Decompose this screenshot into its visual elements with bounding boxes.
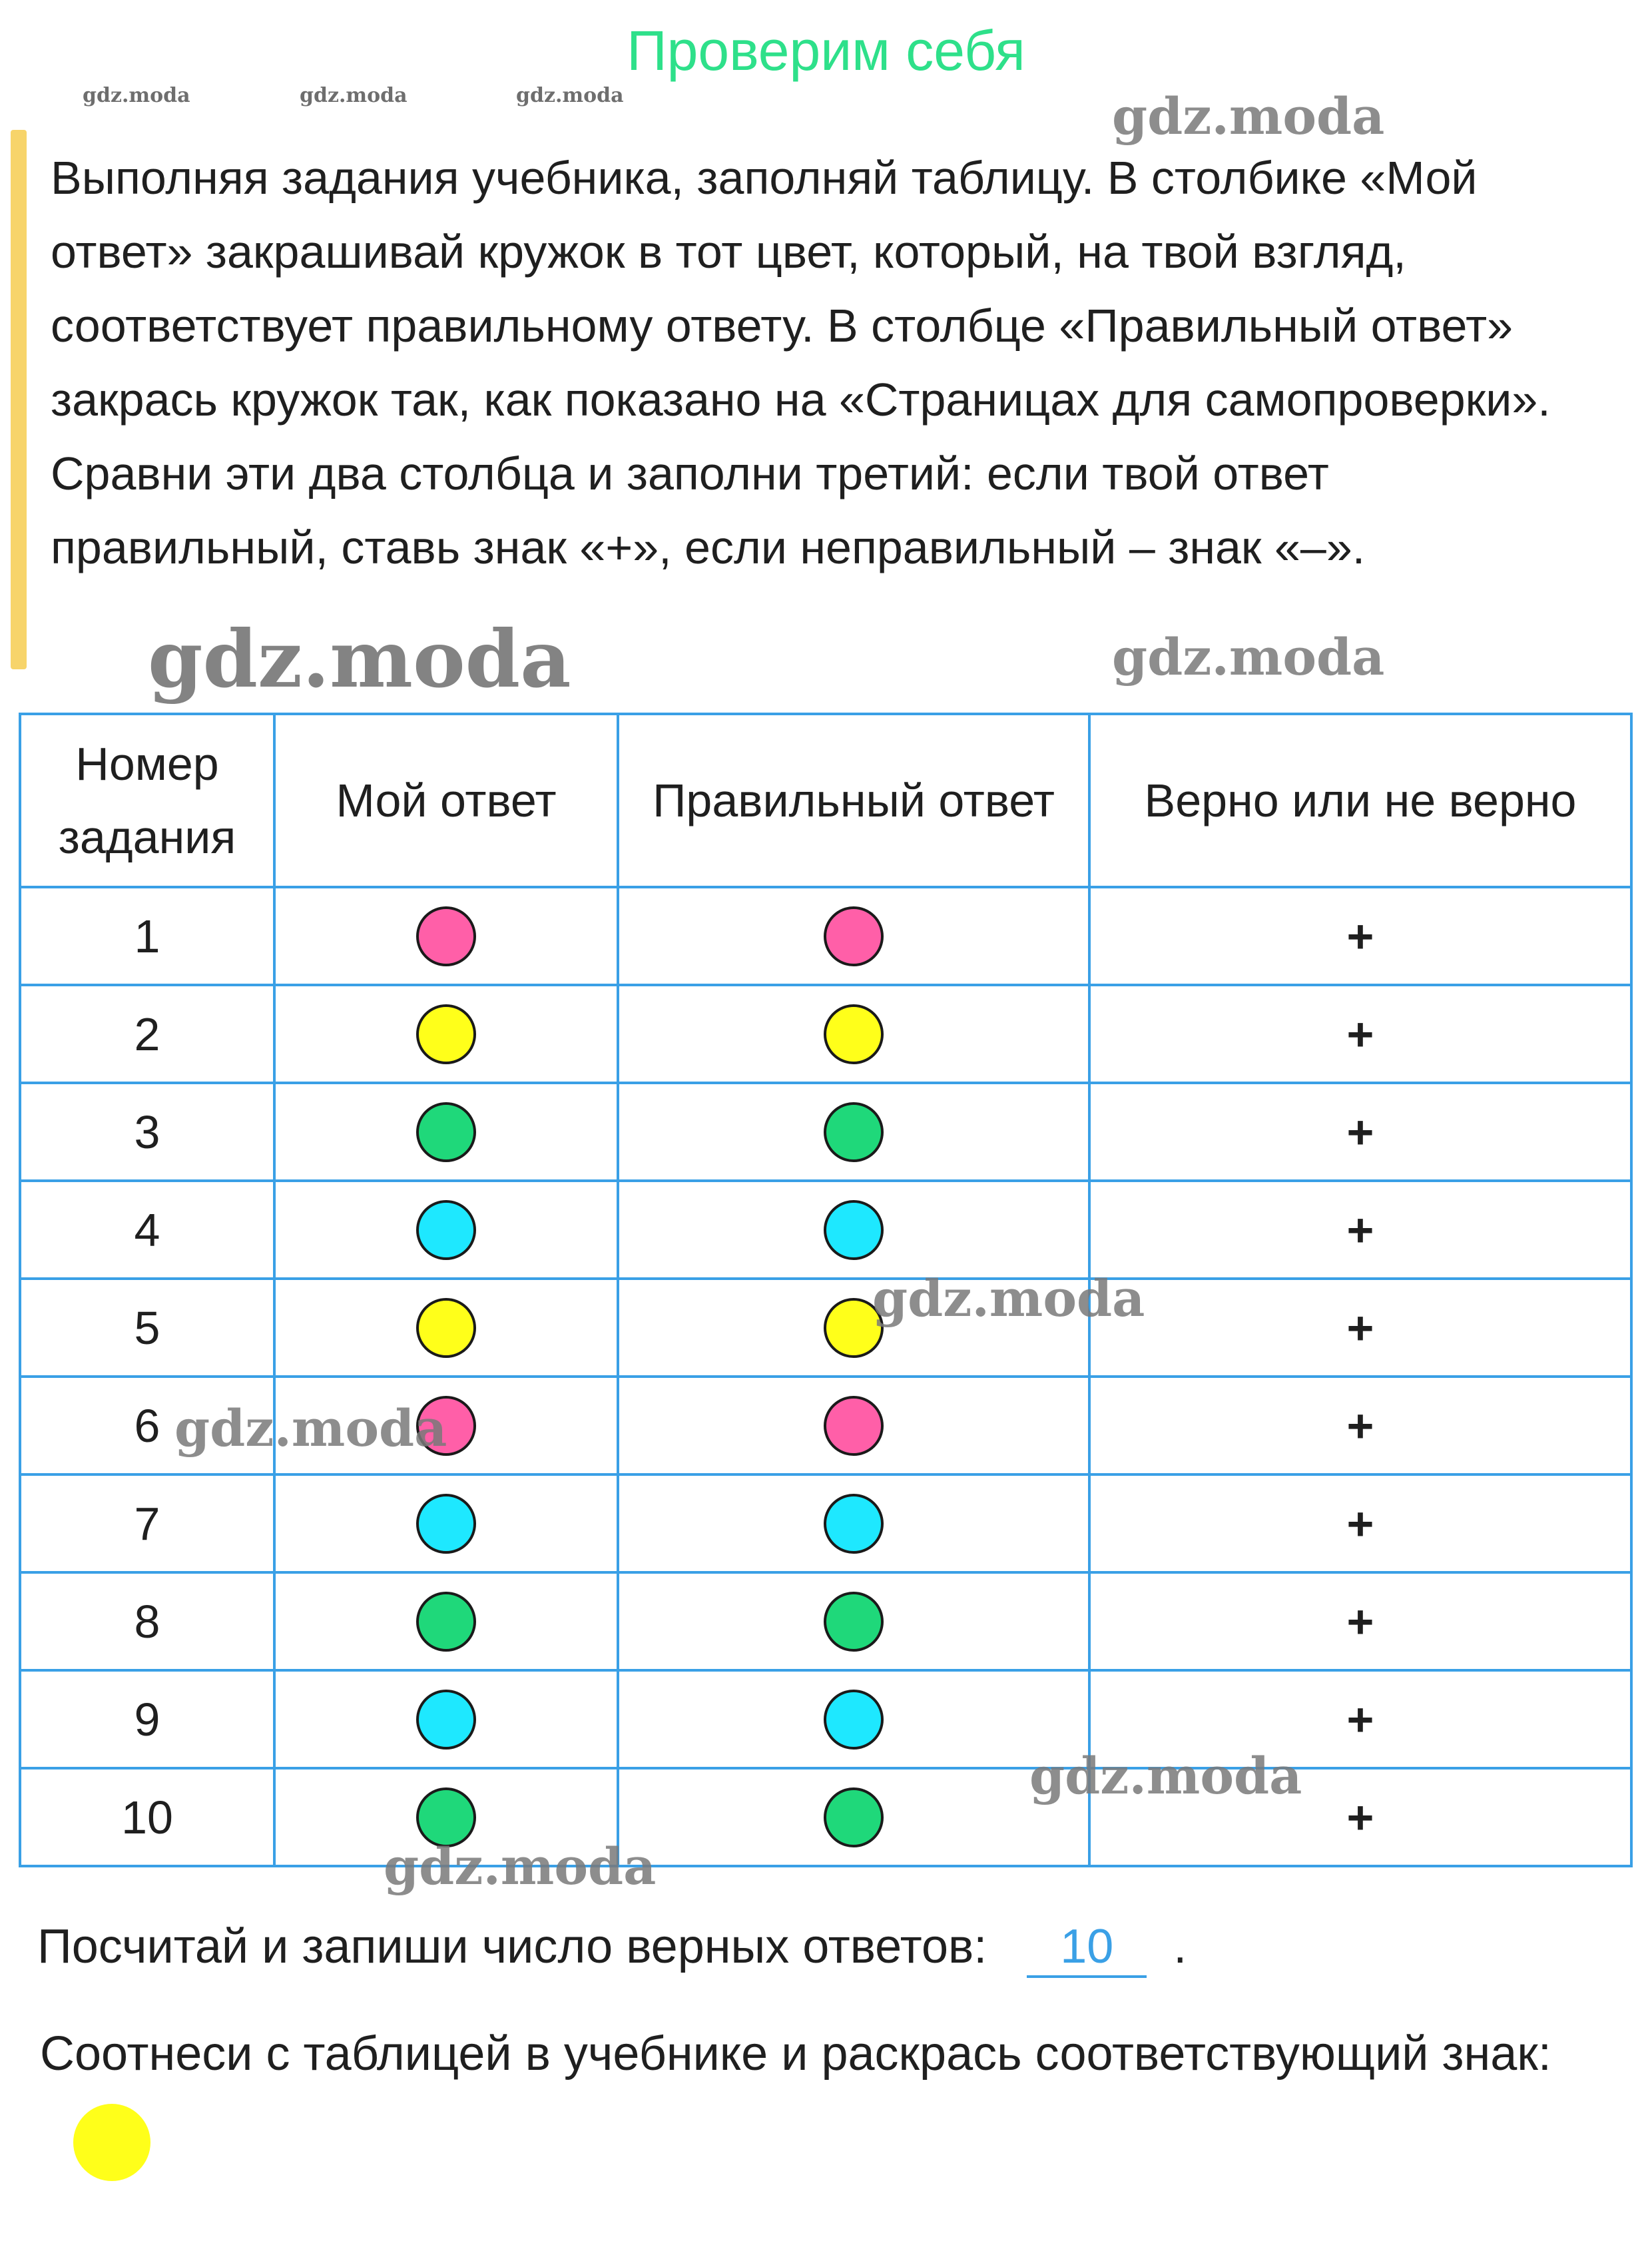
task-number: 8 [20,1572,274,1670]
verdict-mark: + [1346,1693,1374,1746]
my-answer-circle[interactable] [416,1592,476,1652]
watermark: gdz.moda [148,613,571,705]
my-answer-circle[interactable] [416,1200,476,1260]
correct-answer-circle[interactable] [824,1494,884,1554]
verdict-mark: + [1346,1008,1374,1060]
correct-answer-circle[interactable] [824,1396,884,1456]
correct-answer-cell [618,1181,1089,1279]
correct-answer-circle[interactable] [824,1200,884,1260]
watermark: gdz.moda [872,1269,1145,1328]
watermark: gdz.moda [516,84,624,107]
instructions-text: Выполняя задания учебника, заполняй таблицу. В столбике «Мой ответ» закрашивай кружок в тот цвет, который, на твой взгляд, соответствует правильному ответу. В столбце «Правильный ответ» закрась кружок так, как показано на «Страницах для самопроверки». Сравни эти два столбца и заполни третий: если твой ответ правильный, ставь знак «+», если неправильный – знак «–». [51,152,1551,573]
my-answer-cell [274,887,618,985]
header-correct-answer: Правильный ответ [618,714,1089,887]
correct-answer-cell [618,1768,1089,1866]
my-answer-circle[interactable] [416,1690,476,1750]
task-number: 7 [20,1474,274,1572]
self-check-table [19,713,1633,1867]
correct-answer-circle[interactable] [824,1787,884,1847]
table-row [20,887,1631,985]
correct-answer-circle[interactable] [824,1690,884,1750]
verdict-mark: + [1346,1301,1374,1354]
my-answer-cell [274,1572,618,1670]
task-number: 6 [20,1377,274,1474]
task-number: 3 [20,1083,274,1181]
correct-answer-cell [618,1377,1089,1474]
table-row [20,1572,1631,1670]
header-right-or-wrong: Верно или не верно [1089,714,1631,887]
task-number: 9 [20,1670,274,1768]
result-sign-circle[interactable] [73,2104,150,2181]
verdict-mark: + [1346,1791,1374,1843]
table-row [20,1083,1631,1181]
verdict-mark: + [1346,1399,1374,1452]
correct-answer-circle[interactable] [824,906,884,966]
watermark: gdz.moda [83,84,190,107]
task-number: 1 [20,887,274,985]
table-row [20,1670,1631,1768]
watermark: gdz.moda [1112,87,1385,146]
verdict-mark: + [1346,1497,1374,1550]
my-answer-circle[interactable] [416,1102,476,1162]
table-row [20,985,1631,1083]
table-row [20,1768,1631,1866]
verdict-cell [1089,1083,1631,1181]
watermark: gdz.moda [1029,1746,1302,1805]
page-title: Проверим себя [627,19,1025,82]
header-my-answer: Мой ответ [274,714,618,887]
verdict-mark: + [1346,1203,1374,1256]
table-row [20,1474,1631,1572]
relate-text: Соотнеси с таблицей в учебнике и раскрась соответствующий знак: [40,2027,1551,2081]
verdict-cell [1089,1181,1631,1279]
watermark: gdz.moda [1112,627,1385,687]
my-answer-circle[interactable] [416,1004,476,1064]
my-answer-cell [274,1181,618,1279]
correct-answer-cell [618,1572,1089,1670]
verdict-cell [1089,985,1631,1083]
verdict-cell [1089,1474,1631,1572]
task-number: 5 [20,1279,274,1377]
table-row [20,1279,1631,1377]
correct-count-line [37,1918,1187,1978]
my-answer-circle[interactable] [416,1298,476,1358]
correct-answer-cell [618,985,1089,1083]
correct-answer-cell [618,887,1089,985]
my-answer-circle[interactable] [416,1494,476,1554]
correct-answer-cell [618,1083,1089,1181]
verdict-mark: + [1346,910,1374,962]
verdict-cell [1089,1279,1631,1377]
task-number: 4 [20,1181,274,1279]
verdict-cell [1089,1377,1631,1474]
correct-answer-cell [618,1474,1089,1572]
verdict-mark: + [1346,1595,1374,1648]
my-answer-cell [274,1670,618,1768]
correct-answer-circle[interactable] [824,1004,884,1064]
header-task-number: Номер задания [20,714,274,887]
my-answer-circle[interactable] [416,906,476,966]
instructions-accent-bar [11,130,27,669]
watermark: gdz.moda [384,1837,657,1896]
table-row [20,1181,1631,1279]
correct-count-label: Посчитай и запиши число верных ответов: [37,1920,987,1973]
watermark: gdz.moda [300,84,408,107]
correct-count-value[interactable]: 10 [1027,1918,1147,1978]
verdict-cell [1089,887,1631,985]
correct-count-end: . [1173,1920,1187,1973]
task-number: 10 [20,1768,274,1866]
task-number: 2 [20,985,274,1083]
verdict-mark: + [1346,1106,1374,1158]
correct-answer-circle[interactable] [824,1592,884,1652]
my-answer-cell [274,1083,618,1181]
my-answer-cell [274,985,618,1083]
my-answer-cell [274,1474,618,1572]
watermark: gdz.moda [174,1399,447,1458]
relate-instruction [40,2011,1611,2182]
verdict-cell [1089,1572,1631,1670]
my-answer-cell [274,1279,618,1377]
table-header-row [20,714,1631,887]
correct-answer-circle[interactable] [824,1102,884,1162]
correct-answer-cell [618,1670,1089,1768]
